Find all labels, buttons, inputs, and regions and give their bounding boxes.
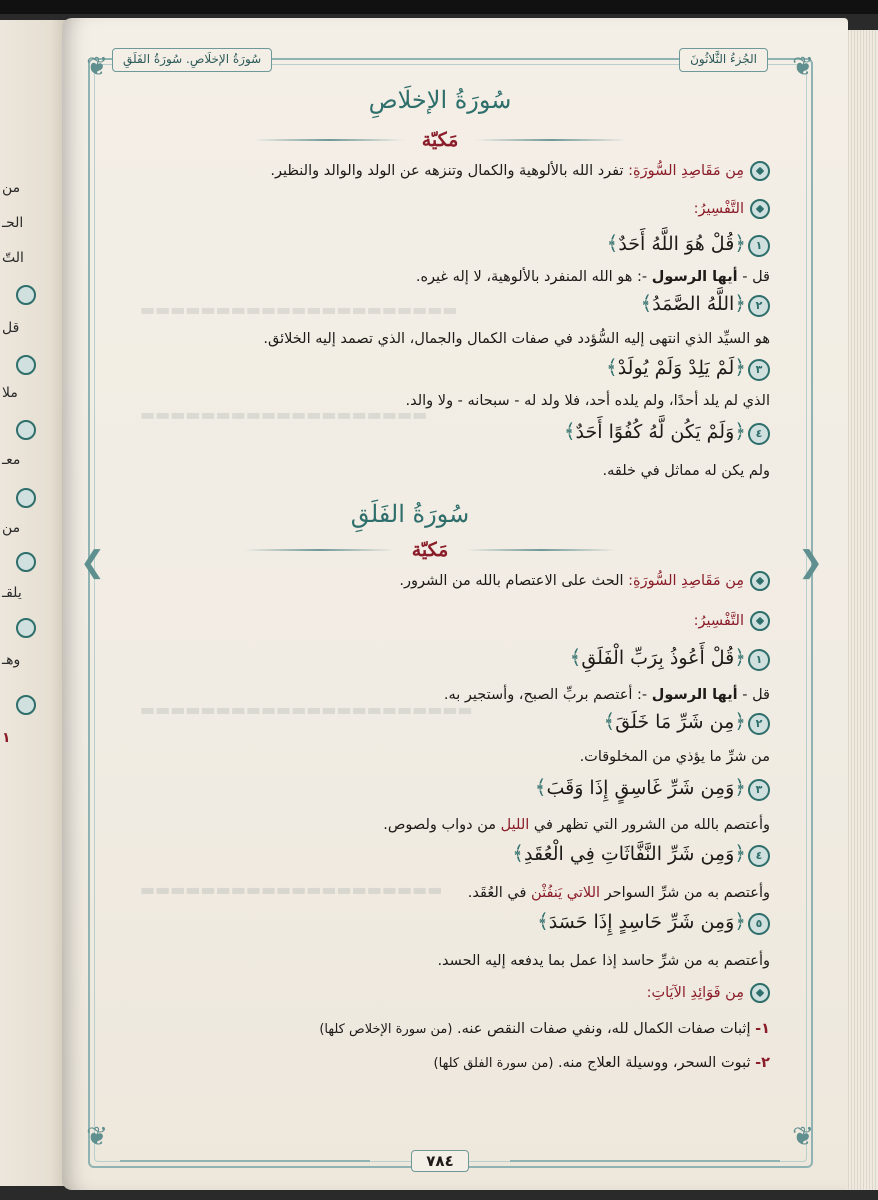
makki-band [250,128,630,152]
footer-line [510,1160,780,1162]
corner-ornament-icon: ❦ [86,1122,108,1152]
side-ornament-icon: ❮ [80,545,106,580]
divider-line [254,139,404,141]
tafsir-label: التَّفْسِيرُ: [693,613,744,629]
verse-number-icon [16,285,36,305]
commentary-lead: قل - [737,269,770,285]
commentary-text: -: أعتصم بربِّ الصبح، وأستجير به. [443,687,652,703]
verse-line: ٤﴿وَلَمْ يَكُن لَّهُ كُفُوًا أَحَدٌ﴾ [564,420,770,445]
commentary-text: وأعتصم به من شرِّ السواحر [600,885,770,901]
objectives-label: مِن مَقَاصِدِ السُّورَةِ: [628,573,744,589]
side-ornament-icon: ❯ [798,545,824,580]
corner-ornament-icon: ❦ [792,52,814,82]
verse-number-icon [16,355,36,375]
corner-ornament-icon: ❦ [86,52,108,82]
benefit-source: (من سورة الإخلاص كلها) [319,1022,453,1037]
benefit-number: ٢- [755,1055,770,1071]
verse-line: ١﴿قُلْ هُوَ اللَّهُ أَحَدٌ﴾ [607,232,770,257]
footer-line [120,1160,370,1162]
bullet-icon [750,199,770,219]
verse-line: ٤﴿وَمِن شَرِّ النَّفَّاثَاتِ فِي الْعُقَدِ﴾ [512,842,770,867]
verse-text: قُلْ هُوَ اللَّهُ أَحَدٌ [618,233,735,255]
left-page-text: يلقـ [2,585,22,601]
verse-number-icon [16,552,36,572]
divider-line [476,139,626,141]
surah-objectives [270,160,770,182]
verse-number-icon: ١ [748,649,770,671]
verse-text: وَمِن شَرِّ حَاسِدٍ إِذَا حَسَدَ [548,911,735,933]
commentary-highlight: الليل [500,817,530,833]
tafsir-label: التَّفْسِيرُ: [693,201,744,217]
page-number: ٧٨٤ [411,1150,468,1172]
commentary-bold: أيها الرسول [651,687,738,703]
left-page-text: الحـ [2,215,24,231]
corner-ornament-icon: ❦ [792,1122,814,1152]
commentary-text: وأعتصم بالله من الشرور التي تظهر في [529,817,770,833]
verse-line: ٣﴿لَمْ يَلِدْ وَلَمْ يُولَدْ﴾ [606,356,770,381]
verse-text: قُلْ أَعُوذُ بِرَبِّ الْفَلَقِ [581,647,735,669]
verse-commentary [416,266,770,288]
verse-number-icon [16,618,36,638]
left-page-text: من [2,520,21,536]
verse-number-icon: ٤ [748,423,770,445]
header-juz-name: الجُزءُ الثَّلاثُونَ [679,48,768,72]
verse-commentary: الذي لم يلد أحدًا، ولم يلده أحد، فلا ولد له - سبحانه - ولا والد. [405,393,770,409]
left-page-text: من [2,180,21,196]
left-page-text: وهـ [2,652,21,668]
verse-commentary: من شرِّ ما يؤذي من المخلوقات. [579,749,770,765]
benefit-source: (من سورة الفلق كلها) [433,1056,554,1071]
verse-line: ٣﴿وَمِن شَرِّ غَاسِقٍ إِذَا وَقَبَ﴾ [535,776,770,801]
verse-line: ٥﴿وَمِن شَرِّ حَاسِدٍ إِذَا حَسَدَ﴾ [537,910,770,935]
verse-number-icon: ٣ [748,359,770,381]
verse-line: ٢﴿اللَّهُ الصَّمَدُ﴾ [640,292,770,317]
benefit-number: ١- [755,1021,770,1037]
left-page-text: معـ [2,452,21,468]
commentary-lead: قل - [737,687,770,703]
objectives-text: تفرد الله بالألوهية والكمال وتنزهه عن الولد والوالد والنظير. [270,163,624,179]
bullet-icon [750,983,770,1003]
verse-number-icon: ١ [748,235,770,257]
header-surah-names: سُورَةُ الإخلَاصِ. سُورَةُ الفَلَقِ [112,48,272,72]
verse-number-icon: ٣ [748,779,770,801]
verse-number-icon [16,695,36,715]
verse-line: ٢﴿مِن شَرِّ مَا خَلَقَ﴾ [604,710,770,735]
commentary-bold: أيها الرسول [651,269,738,285]
bullet-icon [750,161,770,181]
bullet-icon [750,571,770,591]
surah-title-ikhlas: سُورَةُ الإخلَاصِ [368,86,512,114]
benefit-text: إثبات صفات الكمال لله، ونفي صفات النقص عنه. [457,1021,751,1037]
verse-text: وَمِن شَرِّ النَّفَّاثَاتِ فِي الْعُقَدِ [524,843,735,865]
commentary-text: من دواب ولصوص. [383,817,501,833]
objectives-text: الحث على الاعتصام بالله من الشرور. [399,573,624,589]
objectives-label: مِن مَقَاصِدِ السُّورَةِ: [628,163,744,179]
commentary-text: في العُقَد. [467,885,532,901]
makki-band [240,538,620,562]
page-footer [380,1150,500,1174]
verse-text: مِن شَرِّ مَا خَلَقَ [615,711,735,733]
benefit-item [434,1052,770,1075]
bleed-through-text: ▬▬▬▬▬▬▬▬▬▬▬▬▬▬▬▬▬▬▬ [140,405,428,424]
verse-text: وَلَمْ يَكُن لَّهُ كُفُوًا أَحَدٌ [575,421,735,443]
verse-text: لَمْ يَلِدْ وَلَمْ يُولَدْ [617,357,735,379]
bleed-through-text: ▬▬▬▬▬▬▬▬▬▬▬▬▬▬▬▬▬▬▬▬▬ [140,300,458,319]
verse-number-icon: ٤ [748,845,770,867]
benefit-text: ثبوت السحر، ووسيلة العلاج منه. [558,1055,751,1071]
benefit-item [319,1018,770,1041]
divider-line [466,549,616,551]
commentary-highlight: اللاتي يَنفُثْن [531,885,601,901]
divider-line [244,549,394,551]
left-page-text: ملا [2,385,18,401]
benefits-heading [647,982,770,1004]
makki-label: مَكيّة [421,129,459,151]
bleed-through-text: ▬▬▬▬▬▬▬▬▬▬▬▬▬▬▬▬▬▬▬▬ [140,880,443,899]
verse-number-icon: ٢ [748,713,770,735]
left-page-text: ١ [2,730,11,746]
commentary-text: -: هو الله المنفرد بالألوهية، لا إله غيره. [415,269,652,285]
verse-line: ١﴿قُلْ أَعُوذُ بِرَبِّ الْفَلَقِ﴾ [570,646,770,671]
verse-number-icon: ٥ [748,913,770,935]
verse-number-icon [16,420,36,440]
verse-commentary: وأعتصم به من شرِّ حاسد إذا عمل بما يدفعه إليه الحسد. [437,953,770,969]
verse-commentary [444,684,770,706]
verse-text: اللَّهُ الصَّمَدُ [652,293,735,315]
verse-commentary [383,814,770,836]
benefits-label: مِن فَوَائِدِ الآيَاتِ: [646,985,744,1001]
left-page-text: التّ [2,250,24,266]
verse-commentary: هو السيِّد الذي انتهى إليه السُّؤدد في صفات الكمال والجمال، الذي تصمد إليه الخلائق. [263,331,770,347]
surah-title-falaq: سُورَةُ الفَلَقِ [350,500,470,528]
surah-objectives [399,570,770,592]
bullet-icon [750,611,770,631]
verse-number-icon [16,488,36,508]
bleed-through-text: ▬▬▬▬▬▬▬▬▬▬▬▬▬▬▬▬▬▬▬▬▬▬ [140,700,473,719]
verse-text: وَمِن شَرِّ غَاسِقٍ إِذَا وَقَبَ [546,777,735,799]
tafsir-heading [694,198,770,220]
tafsir-heading [694,610,770,632]
left-page-text: قل [2,320,20,336]
verse-commentary [468,882,770,904]
makki-label: مَكيّة [411,539,449,561]
verse-number-icon: ٢ [748,295,770,317]
verse-commentary: ولم يكن له مماثل في خلقه. [602,463,770,479]
